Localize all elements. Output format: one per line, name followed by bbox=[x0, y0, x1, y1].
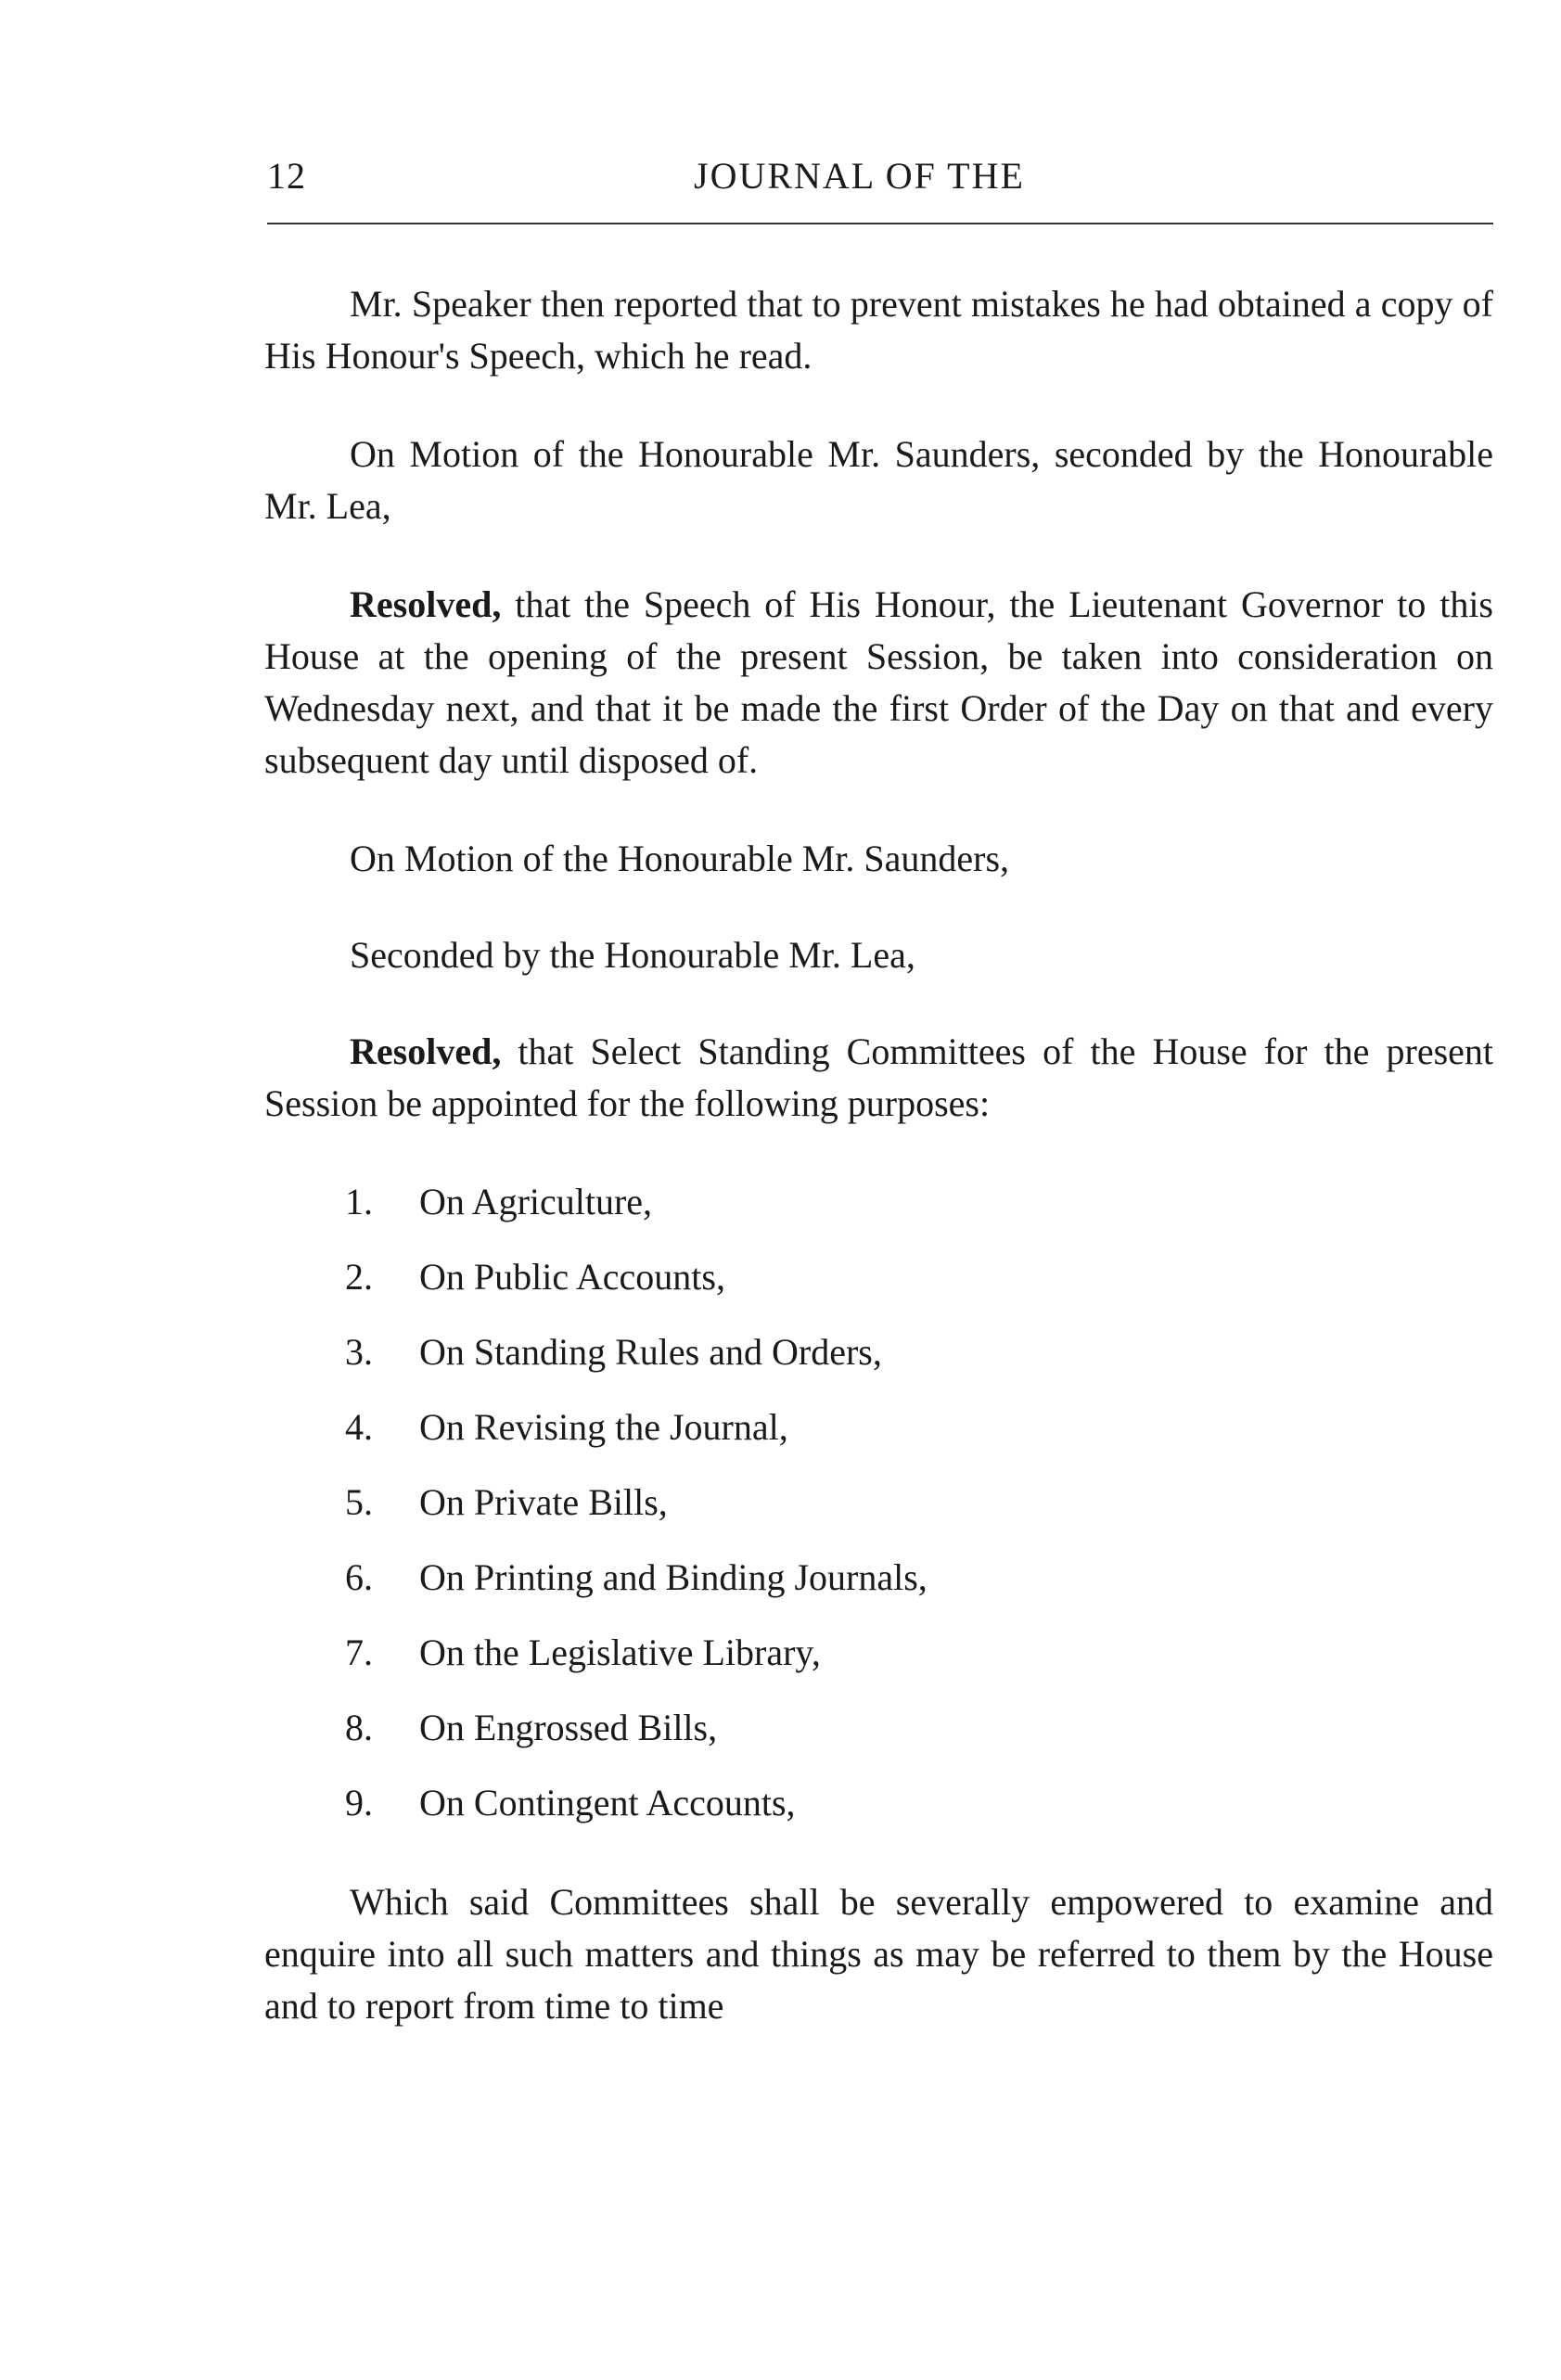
list-number: 6. bbox=[345, 1556, 373, 1598]
list-number: 9. bbox=[345, 1782, 373, 1823]
list-number: 3. bbox=[345, 1331, 373, 1373]
list-item bbox=[264, 1251, 1493, 1326]
header-rule bbox=[267, 223, 1493, 224]
paragraph-motion-1: On Motion of the Honourable Mr. Saunders, seconded by the Honourable Mr. Lea, bbox=[264, 433, 1493, 527]
committee-list bbox=[264, 1176, 1493, 1852]
list-item bbox=[264, 1477, 1493, 1552]
paragraph-motion-2: On Motion of the Honourable Mr. Saunders, bbox=[350, 838, 1010, 879]
resolved-label: Resolved, bbox=[350, 1030, 502, 1072]
list-number: 5. bbox=[345, 1481, 373, 1523]
paragraph-seconded: Seconded by the Honourable Mr. Lea, bbox=[350, 934, 915, 976]
list-text: On Revising the Journal, bbox=[419, 1406, 788, 1448]
resolution-speech-text: that the Speech of His Honour, the Lieutenant Governor to this House at the opening of the present Session, be taken into consideration on Wednesday next, and that it be made the first Order of the Day on that and every subsequent day until disposed of. bbox=[264, 583, 1493, 781]
list-text: On Standing Rules and Orders, bbox=[419, 1331, 882, 1373]
list-number: 8. bbox=[345, 1707, 373, 1748]
page-header bbox=[267, 154, 1493, 210]
list-text: On Agriculture, bbox=[419, 1181, 653, 1222]
list-number: 1. bbox=[345, 1181, 373, 1222]
paragraph-resolution-speech bbox=[264, 579, 1493, 787]
resolved-label: Resolved, bbox=[350, 583, 502, 625]
list-item bbox=[264, 1401, 1493, 1477]
list-text: On Engrossed Bills, bbox=[419, 1707, 718, 1748]
paragraph-resolution-committees bbox=[264, 1026, 1493, 1130]
list-item bbox=[264, 1176, 1493, 1251]
running-head: JOURNAL OF THE bbox=[694, 155, 1025, 197]
body-text bbox=[264, 278, 1493, 2032]
list-text: On Contingent Accounts, bbox=[419, 1782, 796, 1823]
list-text: On the Legislative Library, bbox=[419, 1631, 821, 1673]
list-number: 2. bbox=[345, 1256, 373, 1298]
list-number: 4. bbox=[345, 1406, 373, 1448]
list-item bbox=[264, 1552, 1493, 1627]
list-number: 7. bbox=[345, 1631, 373, 1673]
list-item bbox=[264, 1627, 1493, 1702]
paragraph-committee-powers: Which said Committees shall be severally empowered to examine and enquire into all such matters and things as may be referred to them by the House and to report from time to time bbox=[264, 1881, 1493, 2027]
list-text: On Printing and Binding Journals, bbox=[419, 1556, 928, 1598]
resolution-committees-text: that Select Standing Committees of the House for the present Session be appointed for the following purposes: bbox=[264, 1030, 1493, 1124]
list-item bbox=[264, 1326, 1493, 1401]
list-item bbox=[264, 1702, 1493, 1777]
paragraph-speaker-report: Mr. Speaker then reported that to prevent mistakes he had obtained a copy of His Honour's Speech, which he read. bbox=[264, 283, 1493, 377]
list-item bbox=[264, 1777, 1493, 1852]
page-number: 12 bbox=[267, 155, 306, 197]
list-text: On Public Accounts, bbox=[419, 1256, 725, 1298]
list-text: On Private Bills, bbox=[419, 1481, 668, 1523]
